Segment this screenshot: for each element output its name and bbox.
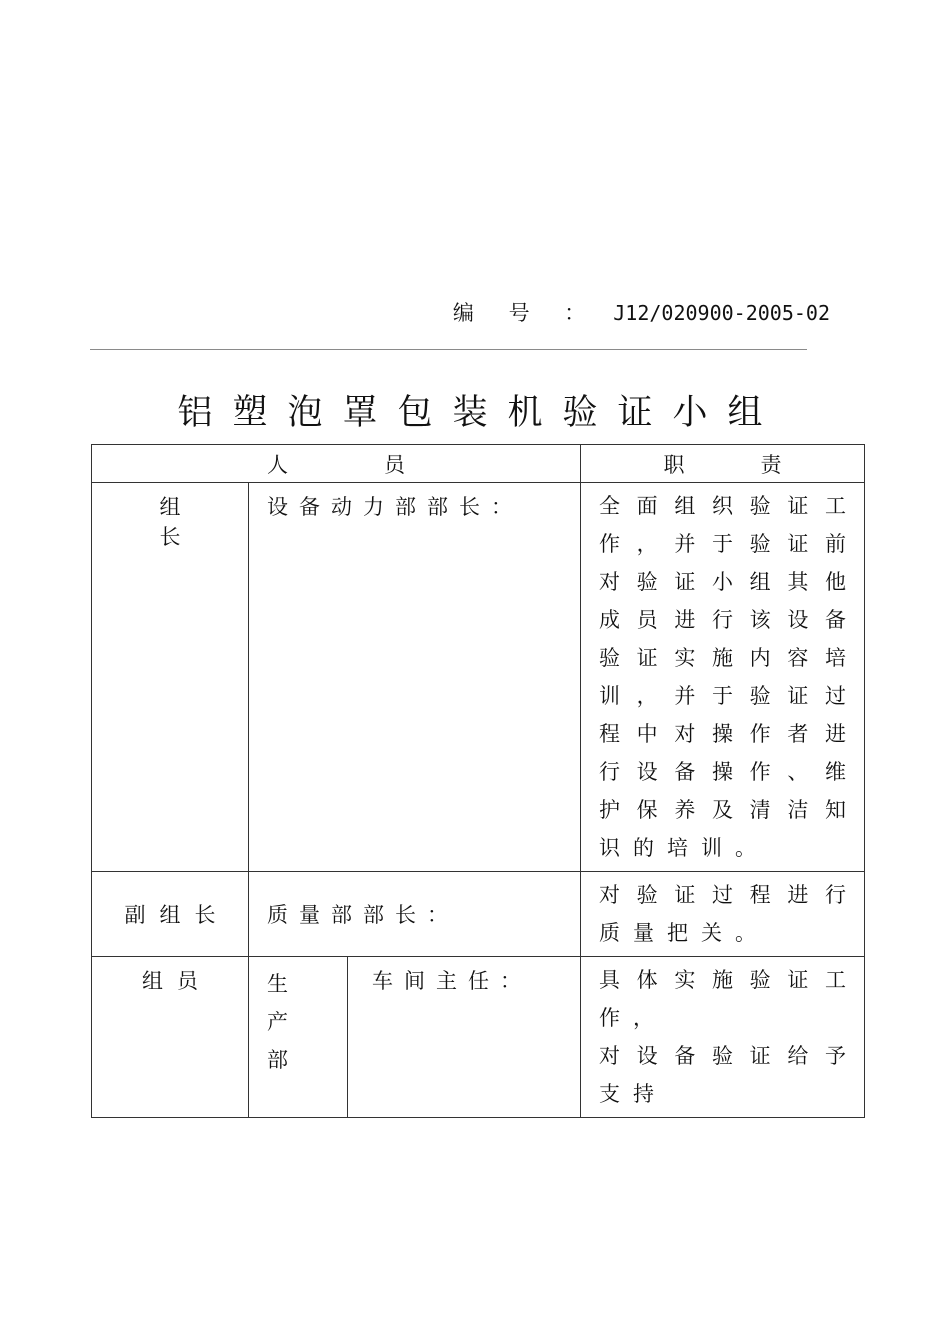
table-header-row [92, 445, 865, 483]
duty-line: 识的培训。 [599, 836, 770, 860]
duty-line: 对设备验证给予 [599, 1044, 847, 1068]
duty-line: 程中对操作者进 [599, 722, 847, 746]
duty-cell [581, 872, 865, 957]
role-cell: 组长 [92, 483, 249, 872]
duty-line: 全面组织验证工 [599, 494, 847, 518]
role-cell: 组员 [92, 957, 249, 1118]
duty-line: 成员进行该设备 [599, 608, 847, 632]
duty-line: 作，并于验证前 [599, 532, 847, 556]
duty-line: 质量把关。 [599, 921, 770, 945]
document-number-value: J12/020900-2005-02 [613, 301, 830, 325]
duty-line: 行设备操作、维 [599, 760, 847, 784]
validation-team-table [91, 444, 865, 1118]
duty-line: 具体实施验证工 [599, 968, 847, 992]
person-cell: 质量部部长： [249, 872, 581, 957]
document-number [453, 297, 830, 327]
person-cell: 设备动力部部长： [249, 483, 581, 872]
document-number-label: 编 号 ： [452, 301, 600, 325]
department-cell: 生产部 [249, 957, 348, 1118]
duty-cell [581, 957, 865, 1118]
header-people: 人员 [92, 445, 581, 483]
person-cell: 车间主任： [348, 957, 581, 1118]
table-row-member [92, 957, 865, 1118]
role-cell: 副组长 [92, 872, 249, 957]
table-row-deputy [92, 872, 865, 957]
page-title: 铝塑泡罩包装机验证小组 [177, 393, 783, 433]
header-duty: 职责 [581, 445, 865, 483]
duty-line: 对验证小组其他 [599, 570, 847, 594]
duty-line: 对验证过程进行 [599, 883, 847, 907]
table-row-leader [92, 483, 865, 872]
duty-line: 作， [599, 1006, 668, 1030]
duty-cell [581, 483, 865, 872]
duty-line: 验证实施内容培 [599, 646, 847, 670]
duty-line: 训，并于验证过 [599, 684, 847, 708]
duty-line: 护保养及清洁知 [599, 798, 847, 822]
duty-line: 支持 [599, 1082, 668, 1106]
header-divider [90, 349, 807, 350]
